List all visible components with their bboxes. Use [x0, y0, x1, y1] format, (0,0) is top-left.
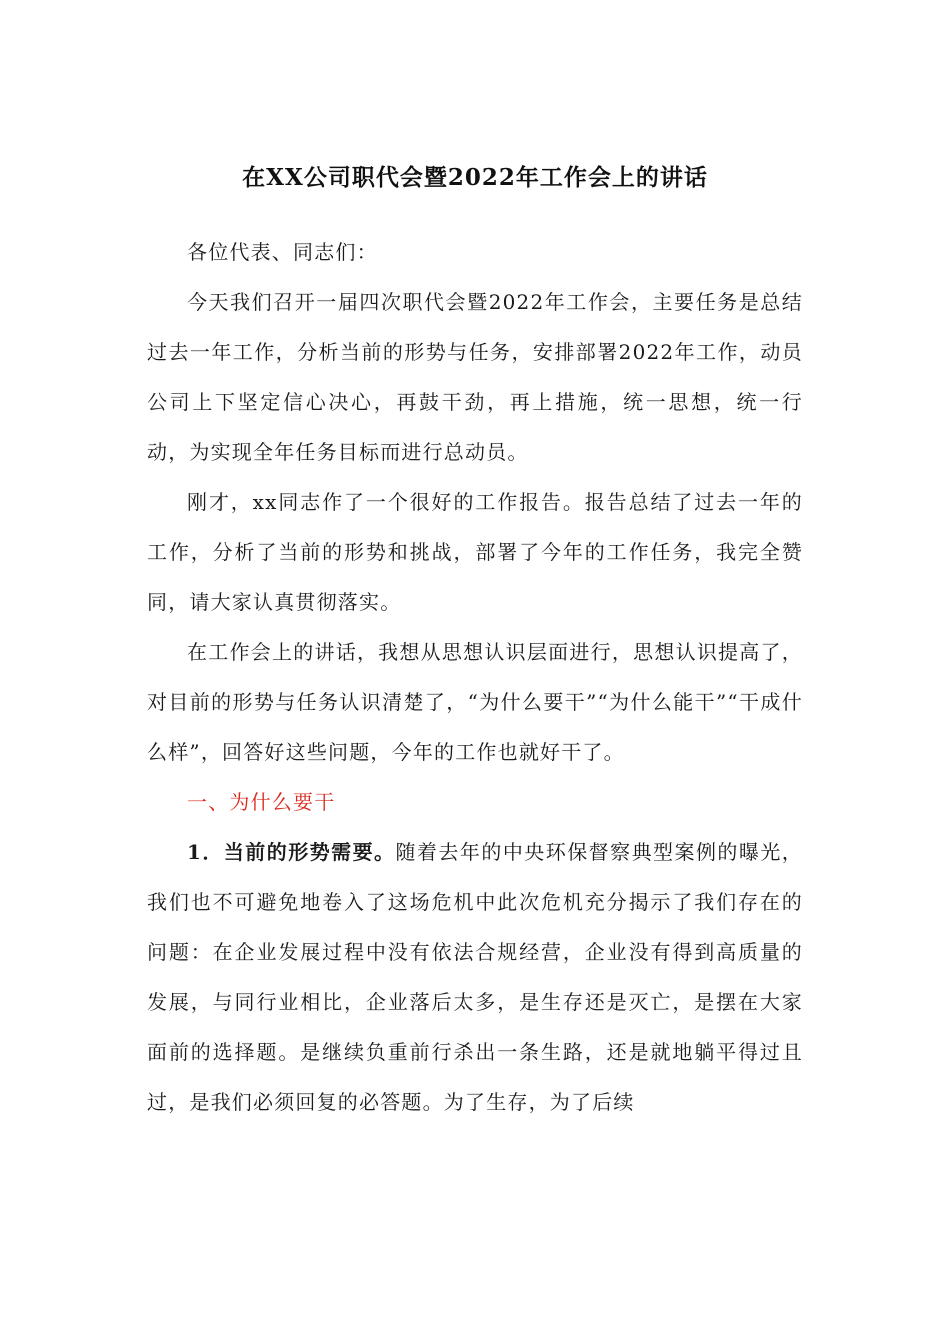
point-1-lead: 1．当前的形势需要。 — [187, 840, 396, 864]
paragraph-report: 刚才，xx同志作了一个很好的工作报告。报告总结了过去一年的工作，分析了当前的形势和挑战，部署了今年的工作任务，我完全赞同，请大家认真贯彻落实。 — [147, 490, 803, 614]
point-1-text: 随着去年的中央环保督察典型案例的曝光，我们也不可避免地卷入了这场危机中此次危机充分揭示了我们存在的问题：在企业发展过程中没有依法合规经营，企业没有得到高质量的发展，与同行业相比，企业落后太多，是生存还是灭亡，是摆在大家面前的选择题。是继续负重前行杀出一条生路，还是就地躺平得过且过，是我们必须回复的必答题。为了生存，为了后续 — [147, 840, 803, 1114]
paragraph-intro: 今天我们召开一届四次职代会暨2022年工作会，主要任务是总结过去一年工作，分析当前的形势与任务，安排部署2022年工作，动员公司上下坚定信心决心，再鼓干劲，再上措施，统一思想，统一行动，为实现全年任务目标而进行总动员。 — [147, 290, 803, 464]
greeting: 各位代表、同志们： — [187, 240, 378, 264]
document-title: 在XX公司职代会暨2022年工作会上的讲话 — [242, 164, 708, 191]
document-body — [147, 227, 803, 1127]
section-heading: 一、为什么要干 — [187, 790, 336, 814]
point-1 — [147, 827, 803, 1127]
paragraph-questions: 在工作会上的讲话，我想从思想认识层面进行，思想认识提高了，对目前的形势与任务认识清楚了，“为什么要干”“为什么能干”“干成什么样”，回答好这些问题，今年的工作也就好干了。 — [147, 640, 803, 764]
